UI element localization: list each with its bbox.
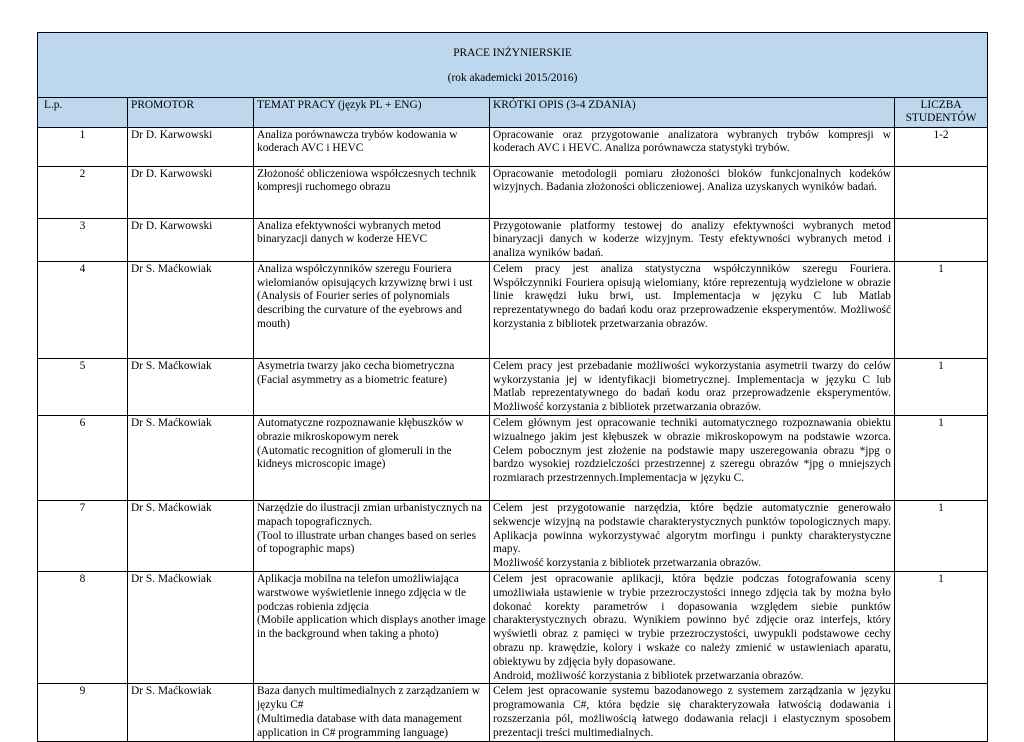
table-row xyxy=(38,572,988,684)
row-promotor: Dr S. Maćkowiak xyxy=(128,572,254,684)
thesis-table xyxy=(37,32,988,742)
table-row xyxy=(38,127,988,166)
row-promotor: Dr D. Karwowski xyxy=(128,166,254,218)
row-student-count: 1 xyxy=(895,261,988,358)
row-promotor: Dr S. Maćkowiak xyxy=(128,501,254,572)
row-lp: 4 xyxy=(38,261,128,358)
row-student-count: 1-2 xyxy=(895,127,988,166)
row-lp: 9 xyxy=(38,684,128,741)
row-topic: Analiza efektywności wybranych metod binaryzacji danych w koderze HEVC xyxy=(254,218,490,261)
row-promotor: Dr S. Maćkowiak xyxy=(128,358,254,415)
row-student-count xyxy=(895,684,988,741)
row-description: Celem pracy jest analiza statystyczna współczynników szeregu Fouriera. Współczynniki Fouriera opisują wielomiany, które reprezentują wydzielone w obrazie linie krawędzi łuku brwi, ust. Implementacja w języku C lub Matlab reprezentatywnego do badań kodu oraz przeprowadzenie eksperymentów. Możliwość korzystania z bibliotek przetwarzania obrazów. xyxy=(490,261,895,358)
table-row xyxy=(38,684,988,741)
row-lp: 7 xyxy=(38,501,128,572)
row-topic: Asymetria twarzy jako cecha biometryczna (Facial asymmetry as a biometric feature) xyxy=(254,358,490,415)
row-topic: Aplikacja mobilna na telefon umożliwiająca warstwowe wyświetlenie innego zdjęcia w tle podczas robienia zdjęcia (Mobile application which displays another image in the background when taking a photo) xyxy=(254,572,490,684)
table-row xyxy=(38,261,988,358)
row-student-count xyxy=(895,166,988,218)
header-description: KRÓTKI OPIS (3-4 ZDANIA) xyxy=(490,97,895,127)
row-lp: 5 xyxy=(38,358,128,415)
table-title-row xyxy=(38,33,988,98)
row-promotor: Dr S. Maćkowiak xyxy=(128,261,254,358)
row-student-count: 1 xyxy=(895,501,988,572)
table-row xyxy=(38,218,988,261)
table-row xyxy=(38,358,988,415)
row-promotor: Dr D. Karwowski xyxy=(128,127,254,166)
row-lp: 6 xyxy=(38,416,128,501)
table-row xyxy=(38,501,988,572)
row-topic: Narzędzie do ilustracji zmian urbanistycznych na mapach topograficznych. (Tool to illustrate urban changes based on series of topographic maps) xyxy=(254,501,490,572)
row-description: Celem jest opracowanie systemu bazodanowego z systemem zarządzania w języku programowania C#, która będzie się charakteryzowała łatwością dodawania i rozszerzania pól, możliwością łatwego dodawania relacji i elastycznym sposobem prezentacji treści multimedialnych. xyxy=(490,684,895,741)
row-student-count: 1 xyxy=(895,572,988,684)
column-header-row xyxy=(38,97,988,127)
row-lp: 1 xyxy=(38,127,128,166)
row-promotor: Dr S. Maćkowiak xyxy=(128,416,254,501)
header-lp: L.p. xyxy=(38,97,128,127)
row-description: Celem jest opracowanie aplikacji, która będzie podczas fotografowania sceny umożliwiała ustawienie w trybie przezroczystości innego zdjęcia tak by można było dokonać korekty parametrów i dopasowania względem siebie punktów charakterystycznych obrazu. Wynikiem powinno być zdjęcie oraz interfejs, który wyświetli obraz z pamięci w trybie przezroczystości, uwypukli podstawowe cechy obrazu np. krawędzie, kolory i wskaże co należy zmienić w ustawieniach aparatu, obiektywu by zdjęcia były dopasowane. Android, możliwość korzystania z bibliotek przetwarzania obrazów. xyxy=(490,572,895,684)
row-promotor: Dr S. Maćkowiak xyxy=(128,684,254,741)
row-topic: Analiza porównawcza trybów kodowania w koderach AVC i HEVC xyxy=(254,127,490,166)
row-description: Celem głównym jest opracowanie techniki automatycznego rozpoznawania obiektu wizualnego jakim jest kłębuszek w obrazie mikroskopowym na podstawie wzorca. Celem pobocznym jest złożenie na podstawie mapy uszeregowania obrazu *jpg o bardzo wysokiej rozdzielczości przestrzennej z szeregu obrazów *jpg o mniejszych rozmiarach przestrzennych.Implementacja w języku C. xyxy=(490,416,895,501)
header-topic: TEMAT PRACY (język PL + ENG) xyxy=(254,97,490,127)
row-topic: Automatyczne rozpoznawanie kłębuszków w obrazie mikroskopowym nerek (Automatic recognition of glomeruli in the kidneys microscopic image) xyxy=(254,416,490,501)
row-student-count xyxy=(895,218,988,261)
row-student-count: 1 xyxy=(895,358,988,415)
row-lp: 2 xyxy=(38,166,128,218)
row-topic: Baza danych multimedialnych z zarządzaniem w języku C# (Multimedia database with data management application in C# programming language) xyxy=(254,684,490,741)
row-topic: Złożoność obliczeniowa współczesnych technik kompresji ruchomego obrazu xyxy=(254,166,490,218)
title-line-1: PRACE INŻYNIERSKIE xyxy=(453,46,572,59)
row-topic: Analiza współczynników szeregu Fouriera wielomianów opisujących krzywiznę brwi i ust (Analysis of Fourier series of polynomials describing the curvature of the eyebrows and mouth) xyxy=(254,261,490,358)
row-student-count: 1 xyxy=(895,416,988,501)
table-row xyxy=(38,416,988,501)
header-promotor: PROMOTOR xyxy=(128,97,254,127)
row-description: Celem pracy jest przebadanie możliwości wykorzystania asymetrii twarzy do celów wykorzystania jej w identyfikacji biometrycznej. Implementacja w języku C lub Matlab reprezentatywnego do badań kodu oraz przeprowadzenie eksperymentów. Możliwość korzystania z bibliotek przetwarzania obrazów. xyxy=(490,358,895,415)
table-title xyxy=(38,33,988,98)
header-student-count: LICZBA STUDENTÓW xyxy=(895,97,988,127)
row-lp: 3 xyxy=(38,218,128,261)
table-row xyxy=(38,166,988,218)
row-description: Opracowanie metodologii pomiaru złożoności bloków funkcjonalnych kodeków wizyjnych. Badania złożoności obliczeniowej. Analiza uzyskanych wyników badań. xyxy=(490,166,895,218)
row-lp: 8 xyxy=(38,572,128,684)
row-description: Przygotowanie platformy testowej do analizy efektywności wybranych metod binaryzacji danych w koderze wizyjnym. Testy efektywności wybranych metod i analiza wyników badań. xyxy=(490,218,895,261)
row-promotor: Dr D. Karwowski xyxy=(128,218,254,261)
title-line-2: (rok akademicki 2015/2016) xyxy=(447,71,578,84)
row-description: Opracowanie oraz przygotowanie analizatora wybranych trybów kompresji w koderach AVC i HEVC. Analiza porównawcza statystyki trybów. xyxy=(490,127,895,166)
row-description: Celem jest przygotowanie narzędzia, które będzie automatycznie generowało sekwencje wizyjną na podstawie charakterystycznych punktów topologicznych mapy. Aplikacja powinna wykorzystywać algorytm morfingu i punkty charakterystyczne mapy. Możliwość korzystania z bibliotek przetwarzania obrazów. xyxy=(490,501,895,572)
